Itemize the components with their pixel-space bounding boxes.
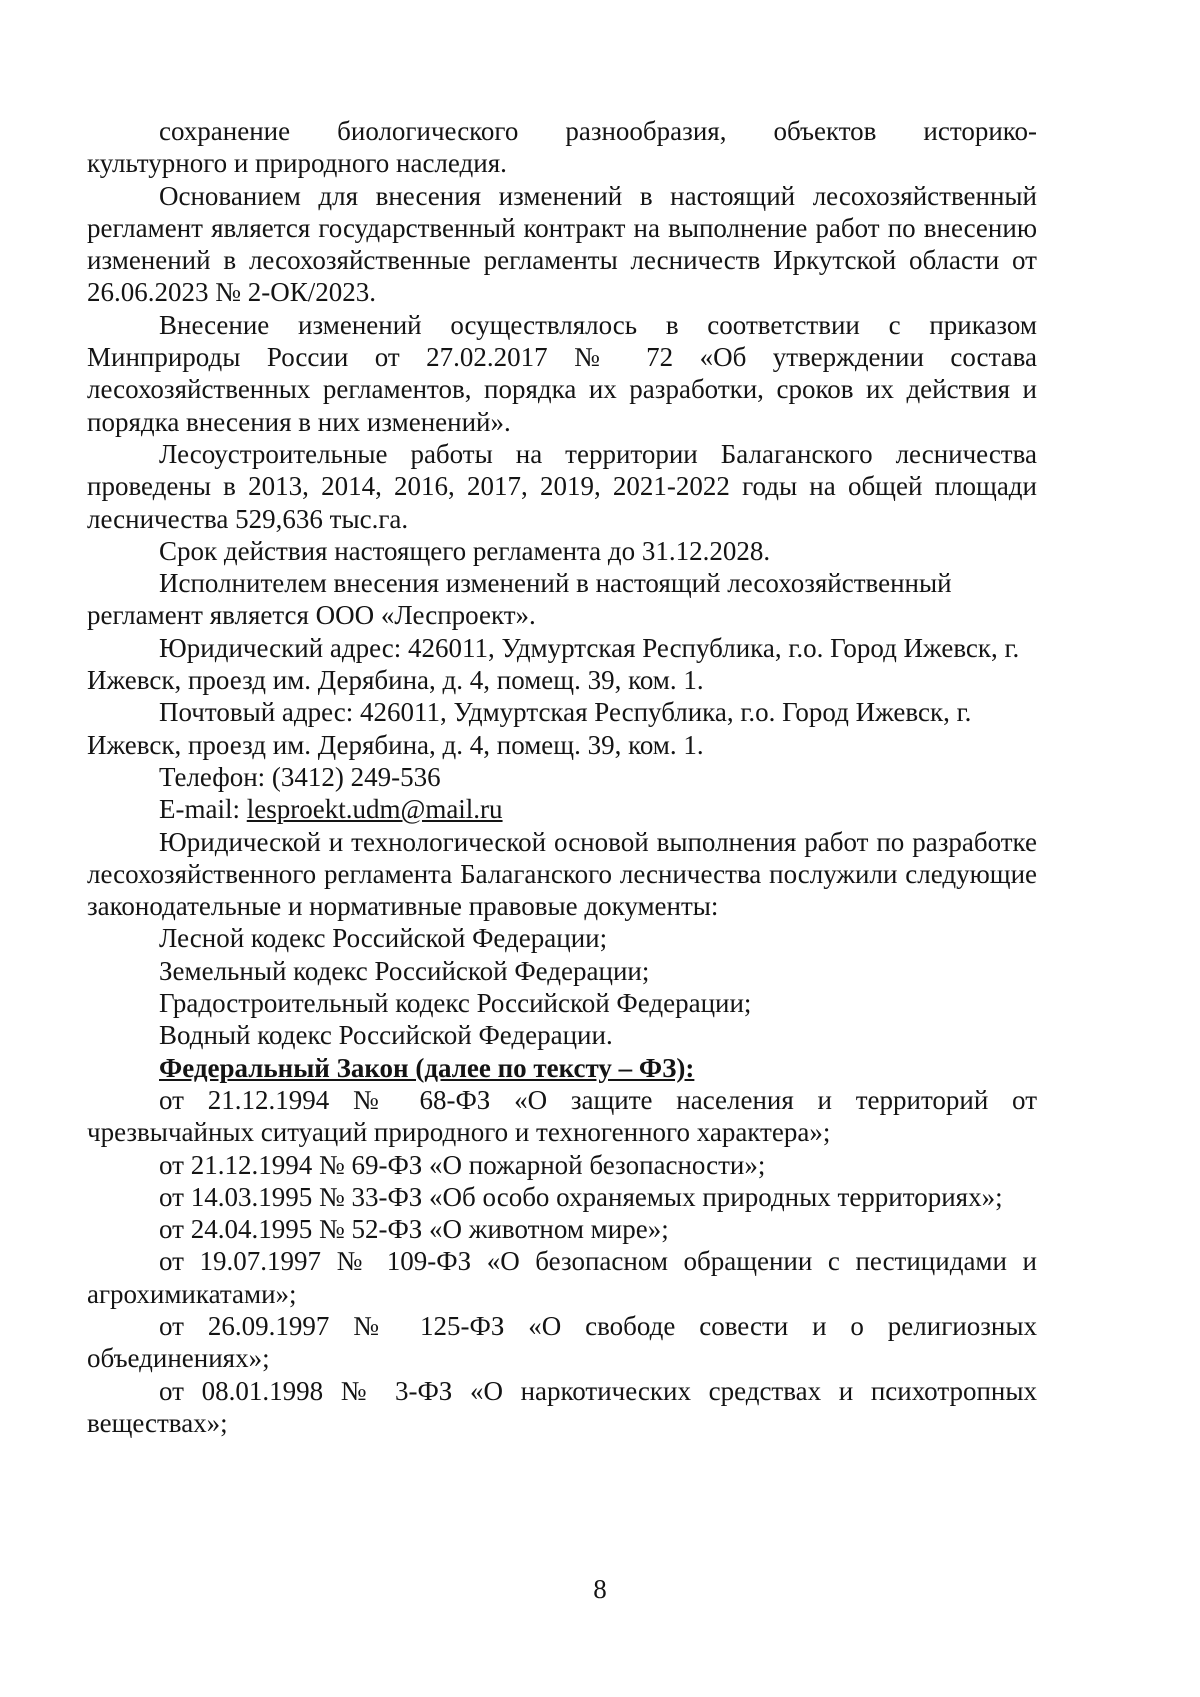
- intro-paragraph-line2: культурного и природного наследия.: [87, 148, 507, 179]
- legal-address: Юридический адрес: 426011, Удмуртская Республика, г.о. Город Ижевск, г. Ижевск, проезд им. Дерябина, д. 4, помещ. 39, ком. 1.: [87, 632, 1020, 696]
- email-line: [87, 793, 1037, 825]
- basis-paragraph: Основанием для внесения изменений в настоящий лесохозяйственный регламент является государственный контракт на выполнение работ по внесению изменений в лесохозяйственные регламенты лесничеств Иркутской области от 26.06.2023 № 2-ОК/2023.: [87, 180, 1037, 308]
- postal-address: Почтовый адрес: 426011, Удмуртская Республика, г.о. Город Ижевск, г. Ижевск, проезд им. Дерябина, д. 4, помещ. 39, ком. 1.: [87, 697, 972, 760]
- legal-basis-paragraph: Юридической и технологической основой выполнения работ по разработке лесохозяйственного регламента Балаганского лесничества послужили следующие законодательные и нормативные правовые документы:: [87, 826, 1037, 922]
- fz-heading-line: [87, 1052, 1037, 1084]
- law-item: от 26.09.1997 № 125-ФЗ «О свободе совести и о религиозных объединениях»;: [87, 1310, 1037, 1374]
- law-item: от 24.04.1995 № 52-ФЗ «О животном мире»;: [159, 1214, 669, 1245]
- code-item: Земельный кодекс Российской Федерации;: [159, 955, 650, 986]
- law-item: от 21.12.1994 № 69-ФЗ «О пожарной безопасности»;: [159, 1149, 766, 1180]
- code-item: Лесной кодекс Российской Федерации;: [159, 923, 608, 954]
- phone-line: Телефон: (3412) 249-536: [159, 761, 441, 792]
- law-item: от 14.03.1995 № 33-ФЗ «Об особо охраняемых природных территориях»;: [159, 1181, 1003, 1212]
- page-number: 8: [593, 1574, 607, 1604]
- code-item: Водный кодекс Российской Федерации.: [159, 1020, 613, 1051]
- document-body: [87, 115, 1037, 1439]
- email-label: E-mail:: [159, 794, 247, 825]
- email-link[interactable]: lesproekt.udm@mail.ru: [246, 794, 503, 825]
- fz-heading: Федеральный Закон (далее по тексту – ФЗ):: [159, 1052, 695, 1083]
- law-item: от 19.07.1997 № 109-ФЗ «О безопасном обращении с пестицидами и агрохимикатами»;: [87, 1246, 1037, 1309]
- code-item: Градостроительный кодекс Российской Федерации;: [159, 988, 752, 1019]
- intro-paragraph-line1: сохранение биологического разнообразия, объектов историко-: [159, 116, 1037, 146]
- law-item: от 08.01.1998 № 3-ФЗ «О наркотических средствах и психотропных веществах»;: [87, 1375, 1037, 1438]
- law-item: от 21.12.1994 № 68-ФЗ «О защите населения и территорий от чрезвычайных ситуаций природного и техногенного характера»;: [87, 1084, 1037, 1148]
- survey-paragraph: Лесоустроительные работы на территории Балаганского лесничества проведены в 2013, 2014, 2016, 2017, 2019, 2021-2022 годы на общей площади лесничества 529,636 тыс.га.: [87, 438, 1037, 534]
- changes-paragraph: Внесение изменений осуществлялось в соответствии с приказом Минприроды России от 27.02.2017 № 72 «Об утверждении состава лесохозяйственных регламентов, порядка их разработки, сроков их действия и порядка внесения в них изменений».: [87, 309, 1037, 437]
- executor-paragraph: Исполнителем внесения изменений в настоящий лесохозяйственный регламент является ООО «Леспроект».: [87, 568, 952, 631]
- validity-paragraph: Срок действия настоящего регламента до 31.12.2028.: [159, 535, 771, 566]
